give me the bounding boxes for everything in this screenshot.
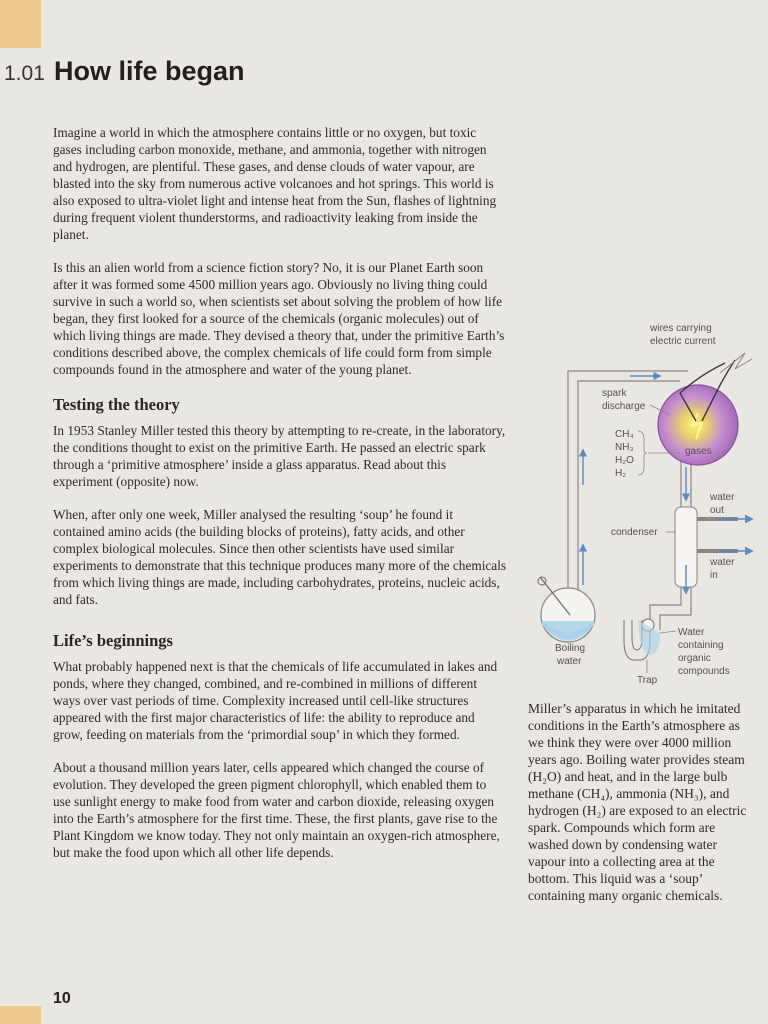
label-water-out-1: water <box>710 492 735 503</box>
label-compounds-2: containing <box>678 640 724 651</box>
testing-paragraph-1: In 1953 Stanley Miller tested this theory by attempting to re-create, in the laboratory, the conditions thought to exist on the primitive Earth. He passed an electric spark through a ‘primitive atmosphere’ inside a glass apparatus. Read about this experiment (opposite) now. <box>53 423 506 489</box>
figure-caption: Miller’s apparatus in which he imitated conditions in the Earth’s atmosphere as we think they were over 4000 million years ago. Boiling water provides steam (H₂O) and heat, and in the large bulb methane (CH₄), ammonia (NH₃), and hydrogen (H₂) are exposed to an electric spark. Compounds which form are washed down by condensing water vapour into a collecting area at the bottom. This liquid was a ‘soup’ containing many organic chemicals. <box>528 701 747 903</box>
label-wires-1: wires carrying <box>650 323 712 334</box>
unit-number: 1.01 <box>4 62 45 85</box>
section-tab-marker <box>0 0 41 48</box>
label-compounds-1: Water <box>678 627 705 638</box>
footer-tab-marker <box>0 1006 41 1024</box>
label-wires-2: electric current <box>650 336 716 347</box>
label-nh3: NH₃ <box>615 442 634 453</box>
label-condenser: condenser <box>611 527 658 538</box>
label-h2: H₂ <box>615 468 627 479</box>
heading-lifes-beginnings: Life’s beginnings <box>53 631 173 650</box>
stopcock-icon <box>538 577 546 585</box>
intro-paragraph-2: Is this an alien world from a science fiction story? No, it is our Planet Earth soon after it was formed some 4500 million years ago. Obviously no living thing could survive in such a world so, when scientists set about solving the problem of how life began, they first looked for a source of the chemicals (organic molecules) out of which living things are made. They devised a theory that, under the primitive Earth’s conditions described above, the complex chemicals of life could form from simple compounds found in the atmosphere and water of the young planet. <box>53 260 505 377</box>
intro-paragraph-1: Imagine a world in which the atmosphere contains little or no oxygen, but toxic gases including carbon monoxide, methane, and ammonia, together with nitrogen and hydrogen, are plentiful. These gases, and dense clouds of water vapour, are blasted into the sky from numerous active volcanoes and hot springs. This world is also exposed to ultra-violet light and intense heat from the Sun, flashes of lightning during frequent violent thunderstorms, and radioactivity leaking from inside the planet. <box>53 125 497 242</box>
miller-apparatus-diagram <box>520 315 768 695</box>
label-compounds-4: compounds <box>678 666 730 677</box>
beginnings-paragraph-1: What probably happened next is that the chemicals of life accumulated in lakes and ponds, where they changed, combined, and re-combined in millions of different ways over vast periods of time. Complexity increased until cell-like structures appeared with the first major characteristics of life: the ability to reproduce and grow, feeding on materials from the ‘primordial soup’ in which they formed. <box>53 659 498 742</box>
label-spark-2: discharge <box>602 401 646 412</box>
label-water-in-1: water <box>710 557 735 568</box>
label-water-in-2: in <box>710 570 718 581</box>
label-trap: Trap <box>637 675 658 686</box>
label-spark-1: spark <box>602 388 627 399</box>
label-boiling-1: Boiling <box>555 643 586 654</box>
label-boiling-2: water <box>557 656 582 667</box>
main-text-column <box>53 124 507 877</box>
testing-paragraph-2: When, after only one week, Miller analysed the resulting ‘soup’ he found it contained amino acids (the building blocks of proteins), fatty acids, and other complex biological molecules. Since then other scientists have used similar experiments to demonstrate that this technique produces many more of the chemicals from which living things are made, including carbohydrates, proteins, nucleic acids, and fats. <box>53 507 507 607</box>
label-gases: gases <box>685 446 712 457</box>
label-h2o: H₂O <box>615 455 634 466</box>
label-water-out-2: out <box>710 505 724 516</box>
page-title: How life began <box>54 56 245 86</box>
beginnings-paragraph-2: About a thousand million years later, cells appeared which changed the course of evolution. They developed the green pigment chlorophyll, which enabled them to use sunlight energy to make food from water and carbon dioxide, releasing oxygen into the Earth’s atmosphere for the first time. These, the first plants, gave rise to the Plant Kingdom we know today. They not only maintain an oxygen-rich atmosphere, but make the food upon which all other life depends. <box>53 760 500 860</box>
label-compounds-3: organic <box>678 653 711 664</box>
heading-testing-the-theory: Testing the theory <box>53 395 180 414</box>
label-ch4: CH₄ <box>615 429 634 440</box>
page-number: 10 <box>53 990 71 1007</box>
apparatus-svg <box>520 315 768 695</box>
